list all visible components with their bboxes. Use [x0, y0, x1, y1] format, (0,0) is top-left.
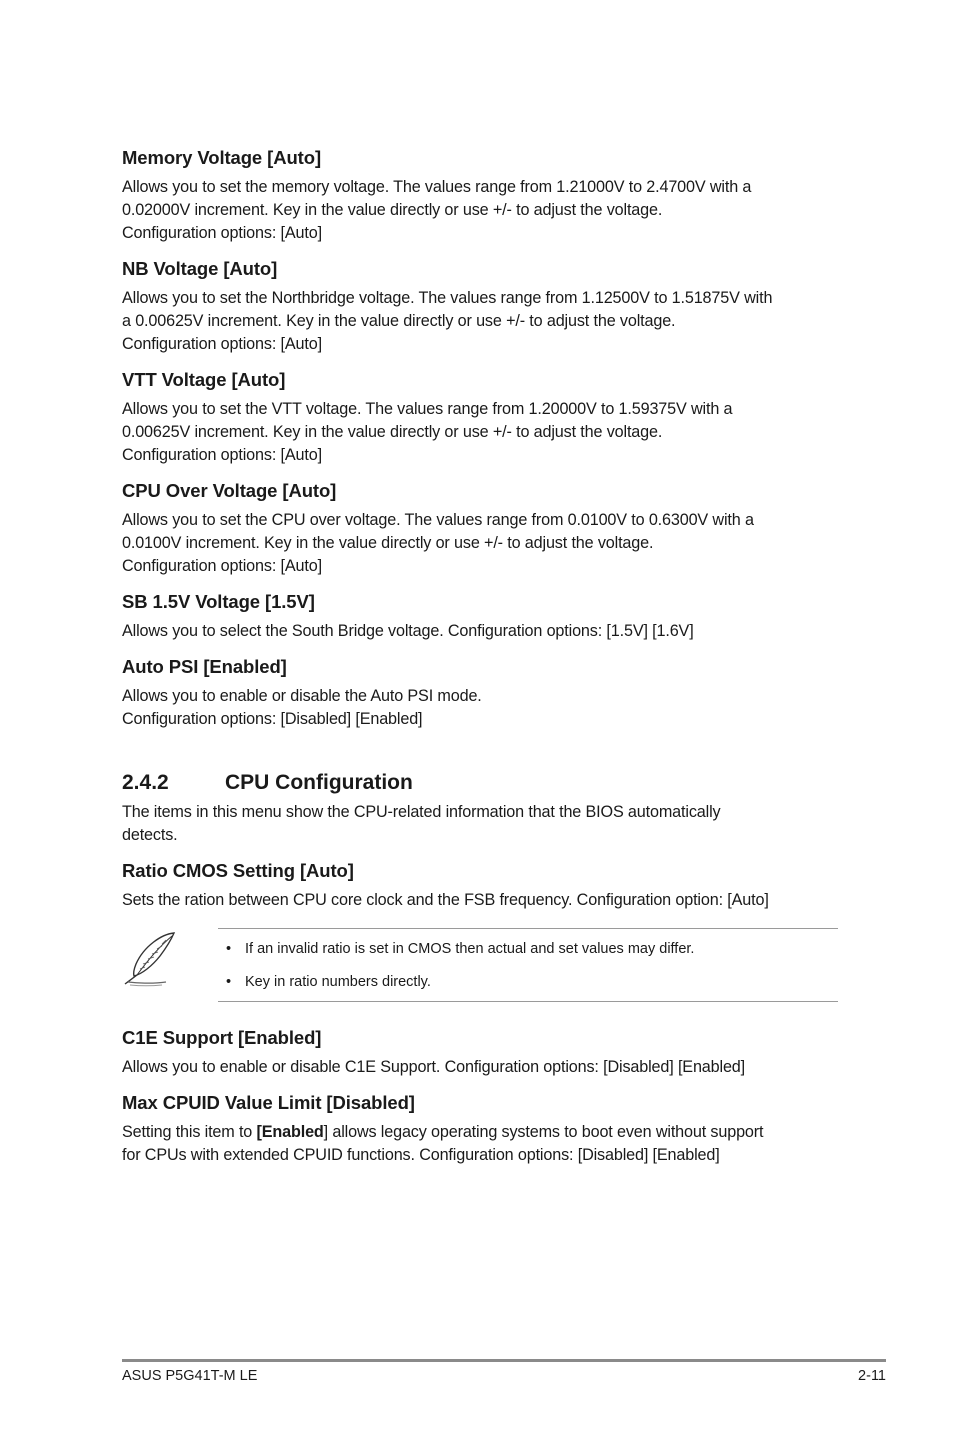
item-c1e-support [122, 1026, 838, 1079]
footer-page-number: 2-11 [858, 1368, 886, 1384]
desc-line: Allows you to enable or disable the Auto PSI mode. [122, 687, 482, 705]
desc-line: Configuration options: [Disabled] [Enabled] [122, 710, 423, 728]
desc-line: Allows you to set the CPU over voltage. The values range from 0.0100V to 0.6300V with a [122, 511, 754, 529]
item-description [122, 1056, 838, 1079]
item-memory-voltage [122, 146, 838, 245]
item-description [122, 176, 838, 245]
desc-line: 0.0100V increment. Key in the value directly or use +/- to adjust the voltage. [122, 534, 654, 552]
item-auto-psi [122, 655, 838, 731]
note-box [122, 928, 838, 1002]
desc-line: detects. [122, 826, 178, 844]
desc-line: Allows you to enable or disable C1E Support. Configuration options: [Disabled] [Enabled] [122, 1058, 745, 1076]
item-title: Max CPUID Value Limit [Disabled] [122, 1092, 415, 1113]
desc-line: Configuration options: [Auto] [122, 557, 322, 575]
feather-quill-icon [122, 930, 180, 988]
item-description [122, 685, 838, 731]
item-description [122, 620, 838, 643]
section-intro [122, 801, 838, 847]
item-title: Ratio CMOS Setting [Auto] [122, 860, 354, 881]
desc-line: 0.02000V increment. Key in the value directly or use +/- to adjust the voltage. [122, 201, 663, 219]
note-item [226, 941, 694, 958]
desc-line: Allows you to set the Northbridge voltage. The values range from 1.12500V to 1.51875V with [122, 289, 773, 307]
bullet: • [226, 941, 232, 957]
item-cpu-over-voltage [122, 479, 838, 578]
item-description [122, 398, 838, 467]
desc-line: a 0.00625V increment. Key in the value directly or use +/- to adjust the voltage. [122, 312, 676, 330]
section-number: 2.4.2 [122, 771, 169, 794]
page-content [122, 146, 838, 1179]
item-title: CPU Over Voltage [Auto] [122, 480, 337, 501]
desc-line: Configuration options: [Auto] [122, 224, 322, 242]
section-title: CPU Configuration [225, 771, 413, 794]
footer-product-name: ASUS P5G41T-M LE [122, 1368, 258, 1384]
item-title: Auto PSI [Enabled] [122, 656, 287, 677]
desc-line: The items in this menu show the CPU-related information that the BIOS automatically [122, 803, 721, 821]
item-max-cpuid [122, 1091, 838, 1167]
desc-line: Allows you to set the memory voltage. The values range from 1.21000V to 2.4700V with a [122, 178, 752, 196]
desc-line: 0.00625V increment. Key in the value directly or use +/- to adjust the voltage. [122, 423, 663, 441]
bullet: • [226, 974, 232, 990]
item-title: Memory Voltage [Auto] [122, 147, 322, 168]
item-title: SB 1.5V Voltage [1.5V] [122, 591, 315, 612]
item-description [122, 1121, 838, 1167]
note-text: Key in ratio numbers directly. [245, 974, 431, 990]
item-title: NB Voltage [Auto] [122, 258, 278, 279]
item-sb-voltage [122, 590, 838, 643]
section-heading [122, 769, 838, 797]
desc-line: Allows you to select the South Bridge voltage. Configuration options: [1.5V] [1.6V] [122, 622, 694, 640]
desc-text: Setting this item to [122, 1123, 257, 1141]
desc-bold-text: [Enabled [256, 1123, 324, 1141]
desc-line: Allows you to set the VTT voltage. The values range from 1.20000V to 1.59375V with a [122, 400, 733, 418]
desc-line: Configuration options: [Auto] [122, 446, 322, 464]
item-ratio-cmos [122, 859, 838, 912]
item-vtt-voltage [122, 368, 838, 467]
item-title: VTT Voltage [Auto] [122, 369, 286, 390]
note-item [226, 974, 431, 991]
item-nb-voltage [122, 257, 838, 356]
item-description [122, 287, 838, 356]
item-description [122, 509, 838, 578]
item-description [122, 889, 838, 912]
desc-line: Sets the ration between CPU core clock and the FSB frequency. Configuration option: [Auto] [122, 891, 769, 909]
note-text: If an invalid ratio is set in CMOS then actual and set values may differ. [245, 941, 695, 957]
note-content [218, 928, 838, 1002]
desc-line: for CPUs with extended CPUID functions. Configuration options: [Disabled] [Enabled] [122, 1146, 720, 1164]
footer-rule [122, 1359, 886, 1362]
item-title: C1E Support [Enabled] [122, 1027, 322, 1048]
desc-line: Configuration options: [Auto] [122, 335, 322, 353]
desc-line [122, 1121, 838, 1144]
desc-text: ] allows legacy operating systems to boot even without support [323, 1123, 764, 1141]
